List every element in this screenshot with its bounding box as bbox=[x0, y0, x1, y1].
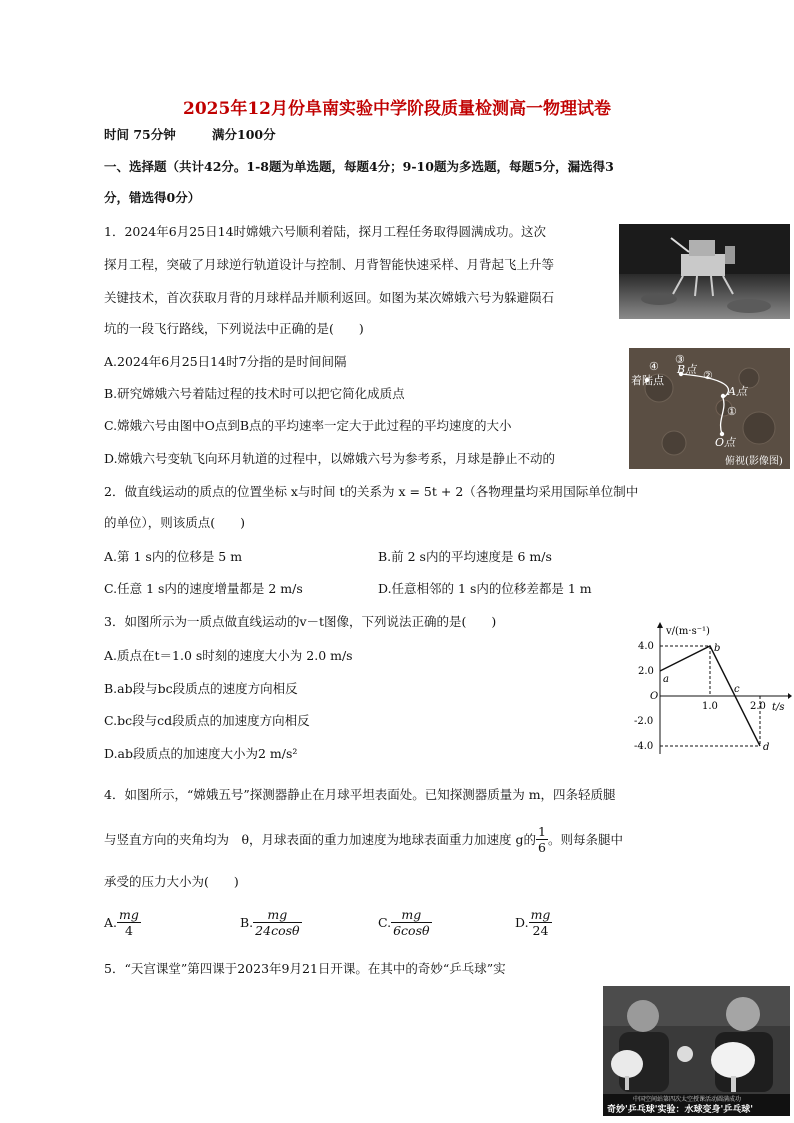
map-label-landing: 着陆点 bbox=[631, 374, 664, 387]
q4-stem-line2-b: 。则每条腿中 bbox=[547, 831, 623, 847]
exam-score: 满分100分 bbox=[212, 127, 276, 142]
frac-numerator: 1 bbox=[538, 824, 546, 839]
section-header-line2: 分，错选得0分） bbox=[104, 190, 201, 205]
q2-option-a: A.第 1 s内的位移是 5 m bbox=[104, 549, 243, 564]
graph-ytick: -4.0 bbox=[634, 741, 654, 752]
q1-option-a: A.2024年6月25日14时7分指的是时间间隔 bbox=[104, 354, 347, 369]
graph-ytick: 2.0 bbox=[638, 666, 654, 677]
frac-denominator: 24cosθ bbox=[255, 923, 300, 938]
graph-xtick: 2.0 bbox=[750, 701, 766, 712]
graph-point-c: c bbox=[734, 684, 740, 695]
page-title: 2025年12月份阜南实验中学阶段质量检测高一物理试卷 bbox=[183, 99, 611, 119]
option-label: A. bbox=[104, 914, 118, 930]
q1-option-d: D.嫦娥六号变轨飞向环月轨道的过程中，以嫦娥六号为参考系，月球是静止不动的 bbox=[104, 451, 556, 466]
vt-graph bbox=[630, 620, 792, 756]
graph-point-a: a bbox=[663, 674, 669, 685]
map-label-1: ① bbox=[727, 405, 737, 418]
graph-point-d: d bbox=[763, 742, 770, 753]
q2-option-d: D.任意相邻的 1 s内的位移差都是 1 m bbox=[378, 581, 592, 596]
map-caption: 俯视(影像图) bbox=[725, 456, 783, 467]
q4-stem-line2-a: 与竖直方向的夹角均为 θ，月球表面的重力加速度为地球表面重力加速度 g的 bbox=[104, 831, 537, 847]
graph-ylabel: v/(m·s⁻¹) bbox=[666, 626, 710, 637]
q1-stem-line: 关键技术，首次获取月背的月球样品并顺利返回。如图为某次嫦娥六号为躲避陨石 bbox=[104, 290, 555, 305]
q3-option-b: B.ab段与bc段质点的速度方向相反 bbox=[104, 681, 298, 696]
frac-denominator: 6 bbox=[538, 840, 546, 855]
q4-option-d bbox=[515, 907, 552, 938]
option-label: D. bbox=[515, 914, 529, 930]
frac-numerator: mg bbox=[530, 907, 551, 922]
map-label-a: A点 bbox=[728, 385, 747, 398]
map-label-b: B点 bbox=[677, 363, 697, 376]
q1-option-c: C.嫦娥六号由图中O点到B点的平均速率一定大于此过程的平均速度的大小 bbox=[104, 418, 512, 433]
crater-map bbox=[629, 348, 790, 469]
photo-subcaption: 中国空间站第四次太空授课活动圆满成功 bbox=[633, 1096, 742, 1103]
q2-option-b: B.前 2 s内的平均速度是 6 m/s bbox=[378, 549, 552, 564]
q5-stem-line1: 5．“天宫课堂”第四课于2023年9月21日开课。在其中的奇妙“乒乓球”实 bbox=[104, 961, 506, 976]
q4-stem-line2 bbox=[104, 824, 623, 855]
graph-ytick: 4.0 bbox=[638, 641, 654, 652]
frac-denominator: 6cosθ bbox=[393, 923, 430, 938]
q4-stem-line3: 承受的压力大小为( ) bbox=[104, 874, 239, 889]
frac-denominator: 4 bbox=[124, 923, 133, 938]
q4-option-a bbox=[104, 907, 141, 938]
q3-stem: 3．如图所示为一质点做直线运动的v－t图像，下列说法正确的是( ) bbox=[104, 614, 497, 629]
q3-option-c: C.bc段与cd段质点的加速度方向相反 bbox=[104, 713, 310, 728]
frac-denominator: 24 bbox=[532, 923, 549, 938]
option-fraction bbox=[117, 907, 141, 938]
graph-origin: O bbox=[650, 691, 659, 702]
frac-numerator: mg bbox=[391, 907, 431, 923]
map-label-4: ④ bbox=[649, 360, 659, 373]
q1-stem-line: 探月工程，突破了月球逆行轨道设计与控制、月背智能快速采样、月背起飞上升等 bbox=[104, 257, 555, 272]
frac-numerator: mg bbox=[253, 907, 301, 923]
q4-option-b bbox=[240, 907, 302, 938]
map-label-3: ③ bbox=[675, 353, 685, 366]
q2-stem-line2: 的单位），则该质点( ) bbox=[104, 515, 246, 530]
fraction-one-sixth bbox=[536, 824, 548, 855]
q4-stem-line1: 4．如图所示，“嫦娥五号”探测器静止在月球平坦表面处。已知探测器质量为 m，四条轻质腿 bbox=[104, 787, 616, 802]
option-fraction bbox=[253, 907, 301, 938]
graph-xtick: 1.0 bbox=[702, 701, 718, 712]
q3-option-d: D.ab段质点的加速度大小为2 m/s² bbox=[104, 746, 298, 761]
frac-numerator: mg bbox=[119, 907, 139, 922]
graph-ytick: -2.0 bbox=[634, 716, 654, 727]
section-header-line1: 一、选择题（共计42分。1-8题为单选题，每题4分；9-10题为多选题，每题5分，漏选得3 bbox=[104, 159, 614, 174]
q2-stem-line1: 2．做直线运动的质点的位置坐标 x与时间 t的关系为 x = 5t + 2（各物理量均采用国际单位制中 bbox=[104, 484, 639, 499]
q1-option-b: B.研究嫦娥六号着陆过程的技术时可以把它简化成质点 bbox=[104, 386, 405, 401]
lander-photo bbox=[619, 224, 790, 319]
photo-caption: 奇妙'乒乓球'实验：水球变身'乒乓球' bbox=[607, 1105, 754, 1115]
q2-option-c: C.任意 1 s内的速度增量都是 2 m/s bbox=[104, 581, 303, 596]
q1-stem-line: 1．2024年6月25日14时嫦娥六号顺利着陆，探月工程任务取得圆满成功。这次 bbox=[104, 224, 547, 239]
map-label-2: ② bbox=[703, 369, 713, 382]
graph-point-b: b bbox=[714, 643, 721, 654]
option-fraction bbox=[391, 907, 431, 938]
option-label: B. bbox=[240, 914, 254, 930]
tiangong-class-photo bbox=[603, 986, 790, 1116]
option-fraction bbox=[529, 907, 553, 938]
exam-time: 时间 75分钟 bbox=[104, 127, 176, 142]
q4-option-c bbox=[378, 907, 432, 938]
map-label-o: O点 bbox=[715, 436, 736, 449]
q3-option-a: A.质点在t＝1.0 s时刻的速度大小为 2.0 m/s bbox=[104, 648, 353, 663]
q1-stem-line: 坑的一段飞行路线，下列说法中正确的是( ) bbox=[104, 321, 364, 336]
option-label: C. bbox=[378, 914, 392, 930]
graph-xlabel: t/s bbox=[772, 702, 785, 713]
